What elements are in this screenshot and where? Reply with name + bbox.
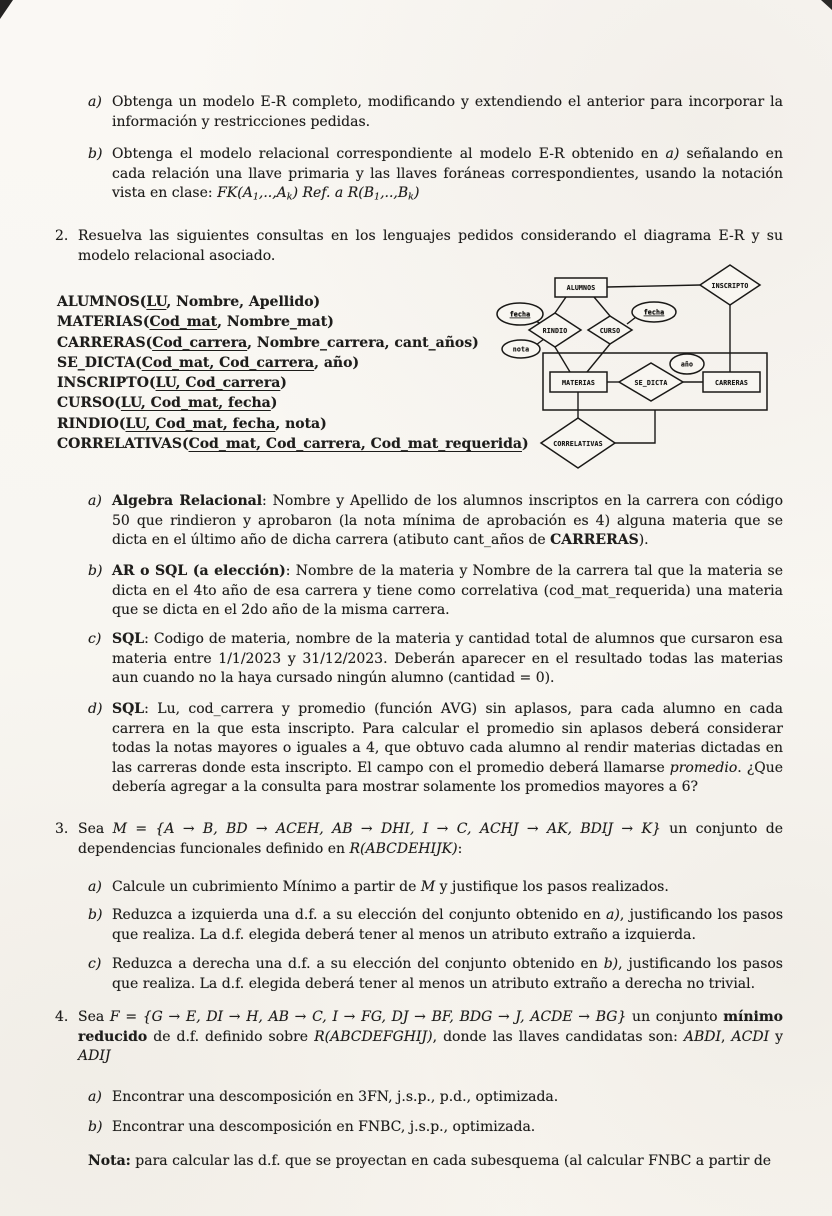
item-2a-bold-carreras: CARRERAS [550,532,639,548]
item-4b-label: b) [88,1119,103,1135]
item-1b-fk-notation: $FK(A_1,..,A_k)$ Ref. a $R(B_1,..,B_k)$ [217,185,420,203]
item-2d: d) SQL: Lu, cod_carrera y promedio (función AVG) sin aplasos, para cada alumno en cada carrera en la que esta inscripto. Para calcular el promedio sin aplasos deberá considerar todas la notas mayores o iguales a 4, que obtuvo cada alumno al rendir materias dictadas en las carreras donde esta inscripto. El campo con el promedio deberá llamarse promedio. ¿Que debería agregar a la consulta para mostrar solamente los promedios mayores a 6? [88,701,784,795]
attribute-anio-label: año [680,360,694,369]
question-3-relation: R(ABCDEHIJK) [349,840,458,857]
question-3-number: 3. [55,821,69,837]
item-2d-lead: SQL [112,701,145,717]
relationship-inscripto-label: INSCRIPTO [711,282,749,290]
question-2-number: 2. [55,228,69,244]
item-2a-lead: Algebra Relacional [112,493,263,509]
item-3c-label: c) [88,956,102,972]
entity-alumnos-label: ALUMNOS [566,284,596,292]
item-2c-label: c) [88,631,102,647]
item-2b-label: b) [88,563,103,579]
item-1b [88,145,783,207]
item-2a: a) Algebra Relacional: Nombre y Apellido de los alumnos inscriptos en la carrera con código 50 que rindieron y aprobaron (la nota mínima de aprobación es 4) alguna materia que se dicta en el último año de dicha carrera (atibuto cant_años de CARRERAS). [88,493,783,548]
item-2b-text: Nombre de la materia y Nombre de la carrera tal que la materia se dicta en el 4to año de esa carrera y tiene como correlativa (cod_mat_requerida) una materia que se dicta en el 2do año de la misma carrera. [112,563,783,618]
item-2a-text-1: Nombre y Apellido de los alumnos inscriptos en la carrera con código 50 que rindieron y aprobaron (la nota mínima de aprobación es 4) alguna materia que se dicta en el último año de dicha carrera (atibuto cant_años de [112,493,783,548]
question-2-text: Resuelva las siguientes consultas en los lenguajes pedidos considerando el diagrama E-R y su modelo relacional asociado. [78,228,783,264]
wire-fecha-curso [627,317,636,324]
item-2c-text: Codigo de materia, nombre de la materia y cantidad total de alumnos que cursaron esa materia entre 1/1/2023 y 31/12/2023. Deberán aparecer en el resultado todas las materias aun cuando no la haya cursado ningún alumno (cantidad = 0). [112,631,783,686]
wire-alumnos-rindio [555,297,566,313]
question-4-number: 4. [55,1009,69,1025]
item-4a-label: a) [88,1089,102,1105]
wire-curso-materias [587,344,610,372]
question-4-bold-minimo: mínimo reducido [78,1009,783,1045]
question-4-fd-set: F = {G → E, DI → H, AB → C, I → FG, DJ → BF, BDG → J, ACDE → BG} [109,1009,627,1025]
schema-alumnos: ALUMNOS(LU, Nombre, Apellido) [57,294,321,310]
attribute-fecha-curso-label: fecha [643,308,665,317]
item-4b: b) Encontrar una descomposición en FNBC, j.s.p., optimizada. [88,1118,783,1138]
nota-text: para calcular las d.f. que se proyectan en cada subesquema (al calcular FNBC a partir de [130,1153,772,1169]
item-2d-label: d) [88,701,103,717]
item-2c-lead: SQL [112,631,145,647]
item-2a-label: a) [88,493,102,509]
item-1b-math-a: a) [665,146,680,162]
schema-materias: MATERIAS(Cod_mat, Nombre_mat) [57,314,334,331]
question-4: 4. Sea F = {G → E, DI → H, AB → C, I → FG, DJ → BF, BDG → J, ACDE → BG} un conjunto mínimo reducido de d.f. definido sobre R(ABCDEFGHIJ), donde las llaves candidatas son: ABDI, ACDI y ADIJ [55,1009,784,1064]
item-3b: b) Reduzca a izquierda una d.f. a su elección del conjunto obtenido en a), justificando los pasos que realiza. La d.f. elegida deberá tener al menos un atributo extraño a izquierda. [88,907,784,943]
wire-alumnos-curso [594,297,610,316]
item-3b-label: b) [88,907,103,923]
item-1b-text-2: señalando en cada relación una llave primaria y las llaves foráneas correspondientes, usando la notación vista en clase: [112,146,783,201]
relationship-rindio-label: RINDIO [542,327,568,335]
schema-curso: CURSO(LU, Cod_mat, fecha) [57,395,278,412]
item-3a-label: a) [88,879,102,895]
nota-lead: Nota: [88,1153,131,1169]
relationship-curso-label: CURSO [599,327,621,335]
item-2c: c) SQL: Codigo de materia, nombre de la materia y cantidad total de alumnos que cursaron esa materia entre 1/1/2023 y 31/12/2023. Deberán aparecer en el resultado todas las materias aun cuando no la haya cursado ningún alumno (cantidad = 0). [88,631,783,686]
question-3: 3. Sea M = {A → B, BD → ACEH, AB → DHI, I → C, ACHJ → AK, BDIJ → K} un conjunto de dependencias funcionales definido en R(ABCDEHIJK): [55,821,783,857]
item-2d-text-1: Lu, cod_carrera y promedio (función AVG) sin aplasos, para cada alumno en cada carrera en la que esta inscripto. Para calcular el promedio sin aplasos deberá considerar todas la notas mayores o iguales a 4, que obtuvo cada alumno al rendir materias dictadas en las carreras donde esta inscripto. El campo con el promedio deberá llamarse [112,701,784,776]
item-2b: b) AR o SQL (a elección): Nombre de la materia y Nombre de la carrera tal que la materia se dicta en el 4to año de esa carrera y tiene como correlativa (cod_mat_requerida) una materia que se dicta en el 2do año de la misma carrera. [88,563,783,618]
item-2d-text-2: . ¿Que debería agregar a la consulta para mostrar solamente los promedios mayores a 6? [112,759,783,795]
item-2b-lead: AR o SQL (a elección) [112,563,286,579]
er-diagram [486,256,806,474]
schema-correlativas: CORRELATIVAS(Cod_mat, Cod_carrera, Cod_mat_requerida) [57,436,529,453]
item-1a-text: Obtenga un modelo E-R completo, modificando y extendiendo el anterior para incorporar la información y restricciones pedidas. [112,94,783,130]
schema-inscripto: INSCRIPTO(LU, Cod_carrera) [57,375,287,392]
attribute-nota-label: nota [512,345,530,354]
item-1a-label: a) [88,94,102,110]
item-2d-italic-promedio: promedio [669,759,738,776]
question-4-relation: R(ABCDEFGHIJ) [314,1028,433,1045]
question-3-fd-set: M = {A → B, BD → ACEH, AB → DHI, I → C, ACHJ → AK, BDIJ → K} [112,821,661,837]
wire-alumnos-inscripto [607,285,700,287]
nota-paragraph [88,1152,783,1172]
item-3c: c) Reduzca a derecha una d.f. a su elección del conjunto obtenido en b), justificando los pasos que realiza. La d.f. elegida deberá tener al menos un atributo extraño a derecha no trivial. [88,956,783,992]
relationship-sedicta-label: SE_DICTA [634,379,668,387]
item-3a: a) Calcule un cubrimiento Mínimo a partir de M y justifique los pasos realizados. [88,878,783,898]
schema-carreras: CARRERAS(Cod_carrera, Nombre_carrera, cant_años) [57,334,479,351]
schema-rindio: RINDIO(LU, Cod_mat, fecha, nota) [57,415,327,432]
scan-corner-top-left [0,0,13,19]
item-1b-label: b) [88,146,103,162]
item-2a-text-2: ). [638,532,649,548]
entity-carreras-label: CARRERAS [715,379,748,387]
item-1b-text-1: Obtenga el modelo relacional correspondiente al modelo E-R obtenido en [112,146,666,162]
scan-corner-top-right [821,0,832,10]
wire-correlativas-aggregation [615,410,655,443]
entity-materias-label: MATERIAS [562,379,595,387]
relational-schema-list [57,292,529,454]
item-1a [88,93,783,132]
item-4a: a) Encontrar una descomposición en 3FN, j.s.p., p.d., optimizada. [88,1088,783,1108]
relationship-correlativas-label: CORRELATIVAS [553,440,603,448]
schema-se-dicta: SE_DICTA(Cod_mat, Cod_carrera, año) [57,354,360,371]
attribute-fecha-rindio-label: fecha [509,310,531,319]
wire-rindio-materias [555,347,570,372]
